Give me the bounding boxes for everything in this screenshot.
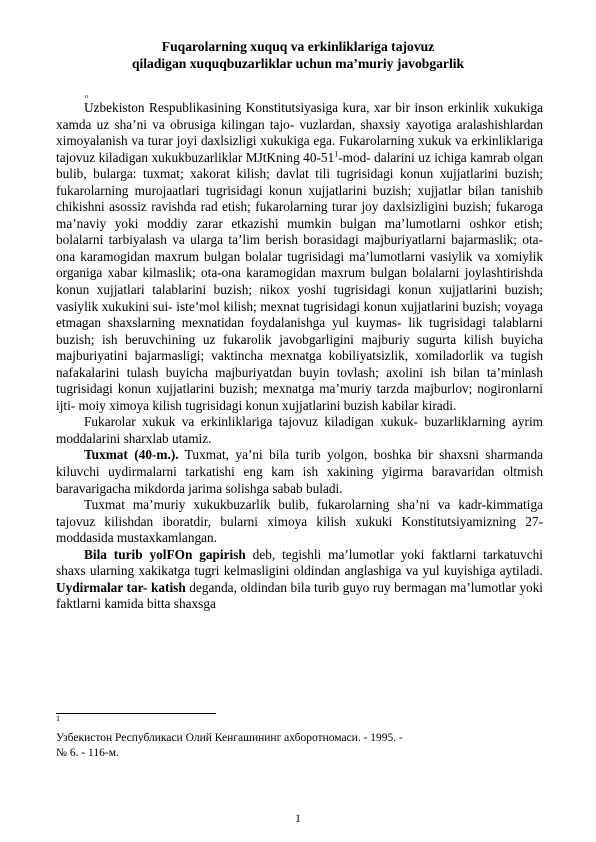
paragraph-marker: o <box>85 94 88 100</box>
paragraph-5-text-b: deganda, oldindan bila turib guyo ruy bermagan ma’lumotlar yoki faktlarni kamida bitta shaxsga <box>56 579 543 612</box>
paragraph-3-text: Tuxmat, ya’ni bila turib yolgon, boshka bir shaxsni sharmanda kiluvchi uydirmalarni tarkatishi eng kam ish xakining yigirma baravaridan oltmish baravarigacha mikdorda jarima solishga sabab buladi. <box>56 447 543 496</box>
footnote-text-1: Узбекистон Республикаси Олий Кенгашининг ахборотномаси. - 1995. - <box>56 732 403 744</box>
paragraph-2: Fukarolar xukuk va erkinliklariga tajovuz kiladigan xukuk- buzarliklarning ayrim moddalarini sharxlab utamiz. <box>56 414 543 446</box>
paragraph-5-text-a: deb, tegishli ma’lumotlar yoki faktlarni tarkatuvchi shaxs ularning xakikatga tugri kelmasligini oldindan anglashiga va yul kuyishiga aytiladi. <box>56 546 543 579</box>
paragraph-1-text-b: -mod- dalarini uz ichiga kamrab olgan bulib, bularga: tuxmat; xakorat kilish; davlat tili tugrisidagi konun xujjatlarini buzish; fukarolarning murojaatlari tugrisidagi konun xujjatlarini buzish; xujjatlar bilan tanishib chikishni asossiz ravishda rad etish; fukarolarning turar joy daxlsizligini buzish; fukaroga ma’naviy yoki moddiy zarar etkazishi mumkin bulgan ma’lumotlarni oshkor etish; bolalarni tarbiyalash va ularga ta’lim berish borasidagi majburiyatlarni bajarmaslik; ota-ona karamogidan maxrum bulgan bolalar tugrisidagi ma’lumotlarni vasiylik va xomiylik organiga xabar kilmaslik; ota-ona karamogidan maxrum bulgan bolalarni joylashtirishda konun xujjatlari talablarini buzish; nikox yoshi tugrisidagi konun xujjatlarini buzish; vasiylik xukukini sui- iste’mol kilish; mexnat tugrisidagi konun xujjatlarini buzish; voyaga etmagan shaxslarning mexnatidan foydalanishga yul kuymas- lik tugrisidagi talablarni buzish; ish beruvchining uz fukarolik javobgarligini majburiy sugurta kilish buyicha majburiyatini bajarmasligi; vaktincha mexnatga kobiliyatsizlik, xomiladorlik va tugish nafakalarini tulash buyicha majburiyatdan buyin tovlash; axolini ish bilan ta’minlash tugrisidagi konun xujjatlarini buzish; mexnatga ma’muriy tarzda majburlov; nogironlarni ijti- moiy ximoya kilish tugrisidagi konun xujjatlarini buzish kabilar kiradi. <box>56 149 543 413</box>
paragraph-1 <box>56 100 543 414</box>
term-bila-turib: Bila turib yolFOn gapirish <box>84 546 246 562</box>
page-number: 1 <box>295 813 301 825</box>
title-line-1: Fuqarolarning xuquq va erkinliklariga tajovuz <box>161 39 435 54</box>
document-title <box>60 38 536 72</box>
footnote <box>56 716 536 761</box>
title-line-2: qiladigan xuquqbuzarliklar uchun ma’muriy javobgarlik <box>131 56 465 71</box>
paragraph-5 <box>56 547 543 613</box>
footnote-line-2: № 6. - 116-м. <box>56 747 119 759</box>
term-uydirmalar: Uydirmalar tar- katish <box>56 579 186 595</box>
paragraph-3 <box>56 447 543 497</box>
term-tuxmat: Tuxmat (40-m.). <box>84 447 179 463</box>
footnote-reference: 1 <box>334 149 339 159</box>
footnote-line-1 <box>56 716 536 746</box>
document-body <box>56 100 543 613</box>
paragraph-1-text-a: Uzbekiston Respublikasining Konstitutsiyasiga kura, xar bir inson erkinlik xukukiga xamda uz sha’ni va obrusiga kilingan tajo- vuzlardan, shaxsiy xayotiga aralashishlardan ximoyalanish va turar joyi daxlsizligi xukukiga ega. Fukarolarning xukuk va erkinliklariga tajovuz kiladigan xukukbuzarliklar MJtKning 40-51 <box>56 100 543 165</box>
footnote-number: 1 <box>56 714 60 724</box>
paragraph-4: Tuxmat ma’muriy xukukbuzarlik bulib, fukarolarning sha’ni va kadr-kimmatiga tajovuz kilishdan iboratdir, bularni ximoya kilish xukuki Konstitutsiyamizning 27-moddasida mustaxkamlangan. <box>56 497 543 546</box>
footnote-divider <box>56 713 216 714</box>
